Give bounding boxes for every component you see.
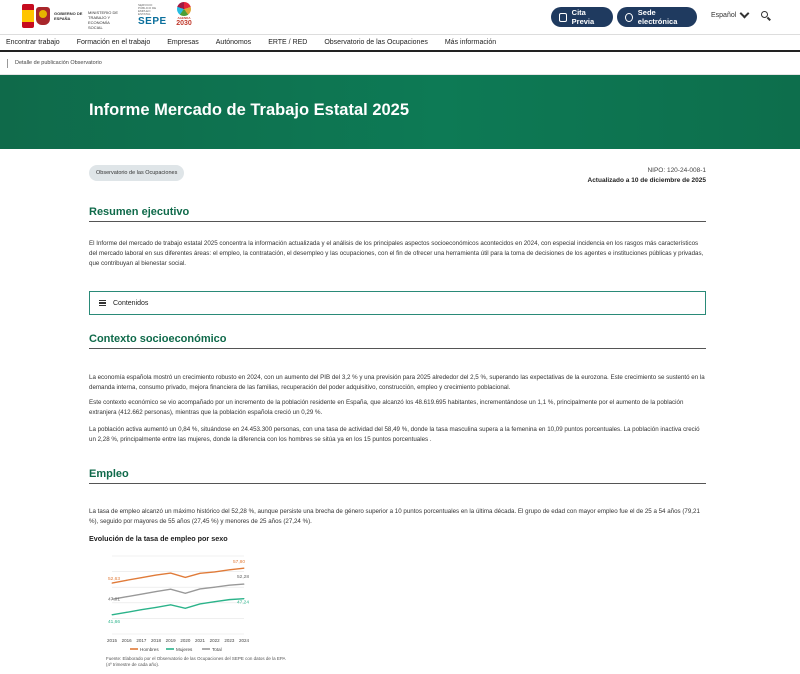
data-point-mujeres bbox=[214, 601, 215, 602]
breadcrumb bbox=[0, 52, 800, 75]
x-tick-label: 2019 bbox=[165, 638, 176, 643]
ministry-text: MINISTERIO DE TRABAJO Y ECONOMÍA SOCIAL bbox=[88, 10, 119, 30]
nipo-code: NIPO: 120-24-008-1 bbox=[647, 167, 706, 174]
nav-item-mas-informacion[interactable]: Más información bbox=[444, 39, 497, 46]
data-point-total bbox=[244, 584, 245, 585]
x-tick-label: 2022 bbox=[209, 638, 220, 643]
data-point-mujeres bbox=[229, 599, 230, 600]
x-tick-label: 2015 bbox=[106, 638, 118, 643]
breadcrumb-current: Detalle de publicación Observatorio bbox=[15, 60, 102, 66]
data-point-hombres bbox=[185, 577, 186, 578]
data-point-hombres bbox=[229, 569, 230, 570]
at-sign-icon bbox=[625, 13, 633, 22]
data-point-total bbox=[214, 587, 215, 588]
data-point-hombres bbox=[170, 573, 171, 574]
chevron-down-icon[interactable] bbox=[740, 9, 750, 19]
data-point-mujeres bbox=[244, 598, 245, 599]
agenda-year: 2030 bbox=[176, 20, 192, 27]
chart-title: Evolución de la tasa de empleo por sexo bbox=[89, 534, 228, 543]
data-point-hombres bbox=[214, 571, 215, 572]
data-label-start-mujeres: 41,66 bbox=[108, 619, 121, 625]
empleo-paragraph: La tasa de empleo alcanzó un máximo histórico del 52,28 %, aunque persiste una brecha de género superior a 10 puntos porcentuales en la última década. El grupo de edad con mayor empleo fue el de 25 a 54 años (79,21 %), seguido por mayores de 55 años (27,45 %) y menores de 25 años (27,24 %). bbox=[89, 508, 700, 525]
list-icon bbox=[99, 300, 106, 306]
data-point-mujeres bbox=[185, 608, 186, 609]
sdg-wheel-icon bbox=[177, 2, 191, 16]
x-tick-label: 2016 bbox=[121, 638, 132, 643]
contents-label: Contenidos bbox=[113, 299, 149, 307]
x-tick-label: 2024 bbox=[238, 638, 250, 643]
section-heading-empleo: Empleo bbox=[89, 468, 129, 480]
data-label-end-mujeres: 47,24 bbox=[236, 600, 249, 606]
agenda-label: AGENDA bbox=[177, 16, 191, 20]
chart-source: Fuente: Elaborado por el Observatorio de las Ocupaciones del SEPE con datos de la EPA (4º trimestre de cada año). bbox=[106, 656, 286, 667]
series-line-total bbox=[112, 584, 244, 599]
spain-flag-icon bbox=[22, 4, 34, 28]
data-label-end-hombres: 57,80 bbox=[232, 560, 245, 566]
data-label-start-hombres: 52,63 bbox=[108, 577, 121, 583]
data-point-hombres bbox=[112, 583, 113, 584]
coat-of-arms-icon bbox=[36, 7, 50, 25]
hero-banner bbox=[0, 75, 800, 149]
breadcrumb-separator bbox=[7, 59, 8, 68]
nav-item-erte-red[interactable]: ERTE / RED bbox=[268, 39, 308, 46]
sepe-logo[interactable] bbox=[138, 3, 167, 27]
updated-date: Actualizado a 10 de diciembre de 2025 bbox=[587, 177, 706, 184]
nav-item-observatorio[interactable]: Observatorio de las Ocupaciones bbox=[324, 39, 428, 46]
data-point-hombres bbox=[244, 568, 245, 569]
data-point-total bbox=[229, 585, 230, 586]
legend-label-mujeres: Mujeres bbox=[176, 646, 193, 652]
series-line-hombres bbox=[112, 568, 244, 583]
data-point-total bbox=[156, 591, 157, 592]
data-label-end-total: 52,28 bbox=[236, 575, 249, 581]
section-heading-resumen: Resumen ejecutivo bbox=[89, 206, 190, 218]
data-point-mujeres bbox=[112, 614, 113, 615]
language-selector[interactable]: Español bbox=[711, 12, 737, 19]
government-text: GOBIERNO DE ESPAÑA bbox=[54, 11, 83, 21]
category-tag[interactable]: Observatorio de las Ocupaciones bbox=[89, 165, 184, 181]
x-tick-label: 2017 bbox=[136, 638, 147, 643]
data-point-mujeres bbox=[141, 609, 142, 610]
contexto-paragraph-2: Este contexto económico se vio acompañado por un incremento de la población residente en España, que alcanzó los 48.619.695 habitantes, incrementándose un 1,1 %, principalmente por el aumento de la población extranjera (412.662 personas), mientras que la población española creció un 0,29 %. bbox=[89, 399, 684, 416]
section-heading-contexto: Contexto socioeconómico bbox=[89, 333, 227, 345]
legend-label-total: Total bbox=[212, 646, 222, 652]
agenda-2030-logo[interactable] bbox=[174, 2, 194, 32]
contexto-paragraph-1: La economía española mostró un crecimiento robusto en 2024, con un aumento del PIB del 3,2 % y una previsión para 2025 alrededor del 2,5 %, superando las expectativas de la eurozona. Este crecimiento se sustentó en la demanda interna, consumo privado, mejora financiera de las familias, recuperación del poder adquisitivo, construcción, empleo y crecimiento poblacional. bbox=[89, 374, 705, 391]
x-tick-label: 2023 bbox=[224, 638, 235, 643]
section-divider bbox=[89, 483, 706, 484]
main-nav bbox=[0, 34, 800, 52]
section-divider bbox=[89, 348, 706, 349]
data-point-total bbox=[170, 589, 171, 590]
data-point-total bbox=[141, 594, 142, 595]
x-tick-label: 2021 bbox=[194, 638, 206, 643]
nav-item-encontrar-trabajo[interactable]: Encontrar trabajo bbox=[6, 39, 60, 46]
section-divider bbox=[89, 221, 706, 222]
data-point-mujeres bbox=[170, 604, 171, 605]
search-icon[interactable] bbox=[761, 11, 768, 18]
data-point-mujeres bbox=[200, 603, 201, 604]
sede-label: Sede electrónica bbox=[637, 8, 678, 26]
cita-previa-button[interactable] bbox=[551, 7, 613, 27]
data-point-hombres bbox=[126, 580, 127, 581]
data-point-mujeres bbox=[156, 607, 157, 608]
resumen-paragraph: El Informe del mercado de trabajo estatal 2025 concentra la información actualizada y el análisis de los principales aspectos socioeconómicos acontecidos en 2024, con especial incidencia en los rasgos más característicos del mercado laboral en sus diferentes áreas: el empleo, la contratación, el desempleo y las ocupaciones, con el fin de ofrecer una herramienta útil para la toma de decisiones de los agentes e instituciones públicas y privadas, que contribuyan al bienestar social. bbox=[89, 240, 704, 267]
contents-toggle[interactable] bbox=[89, 291, 706, 315]
x-tick-label: 2018 bbox=[150, 638, 162, 643]
data-point-hombres bbox=[141, 577, 142, 578]
data-point-hombres bbox=[200, 573, 201, 574]
nav-item-empresas[interactable]: Empresas bbox=[167, 39, 199, 46]
data-point-hombres bbox=[156, 575, 157, 576]
nav-item-formacion[interactable]: Formación en el trabajo bbox=[76, 39, 151, 46]
calendar-icon bbox=[559, 13, 567, 22]
contexto-paragraph-3: La población activa aumentó un 0,84 %, situándose en 24.453.300 personas, con una tasa de actividad del 58,49 %, donde la tasa masculina supera a la femenina en 10,09 puntos porcentuales. La población inactiva creció un 2,28 %, principalmente entre las mujeres, donde la diferencia con los hombres se sitúa ya en los 15 puntos porcentuales . bbox=[89, 426, 700, 443]
sepe-tagline: SERVICIO PÚBLICO DE EMPLEO ESTATAL bbox=[138, 3, 157, 16]
employment-rate-chart bbox=[104, 548, 274, 656]
sepe-wordmark: SEPE bbox=[138, 16, 167, 27]
nav-item-autonomos[interactable]: Autónomos bbox=[215, 39, 252, 46]
data-label-start-total: 47,01 bbox=[108, 597, 121, 603]
cita-previa-label: Cita Previa bbox=[571, 8, 595, 26]
data-point-mujeres bbox=[126, 612, 127, 613]
data-point-total bbox=[200, 588, 201, 589]
page-title: Informe Mercado de Trabajo Estatal 2025 bbox=[89, 101, 410, 119]
data-point-total bbox=[185, 593, 186, 594]
x-tick-label: 2020 bbox=[180, 638, 191, 643]
legend-label-hombres: Hombres bbox=[140, 646, 159, 652]
sede-electronica-button[interactable] bbox=[617, 7, 697, 27]
series-line-mujeres bbox=[112, 599, 244, 615]
top-header bbox=[0, 0, 800, 34]
data-point-total bbox=[126, 596, 127, 597]
